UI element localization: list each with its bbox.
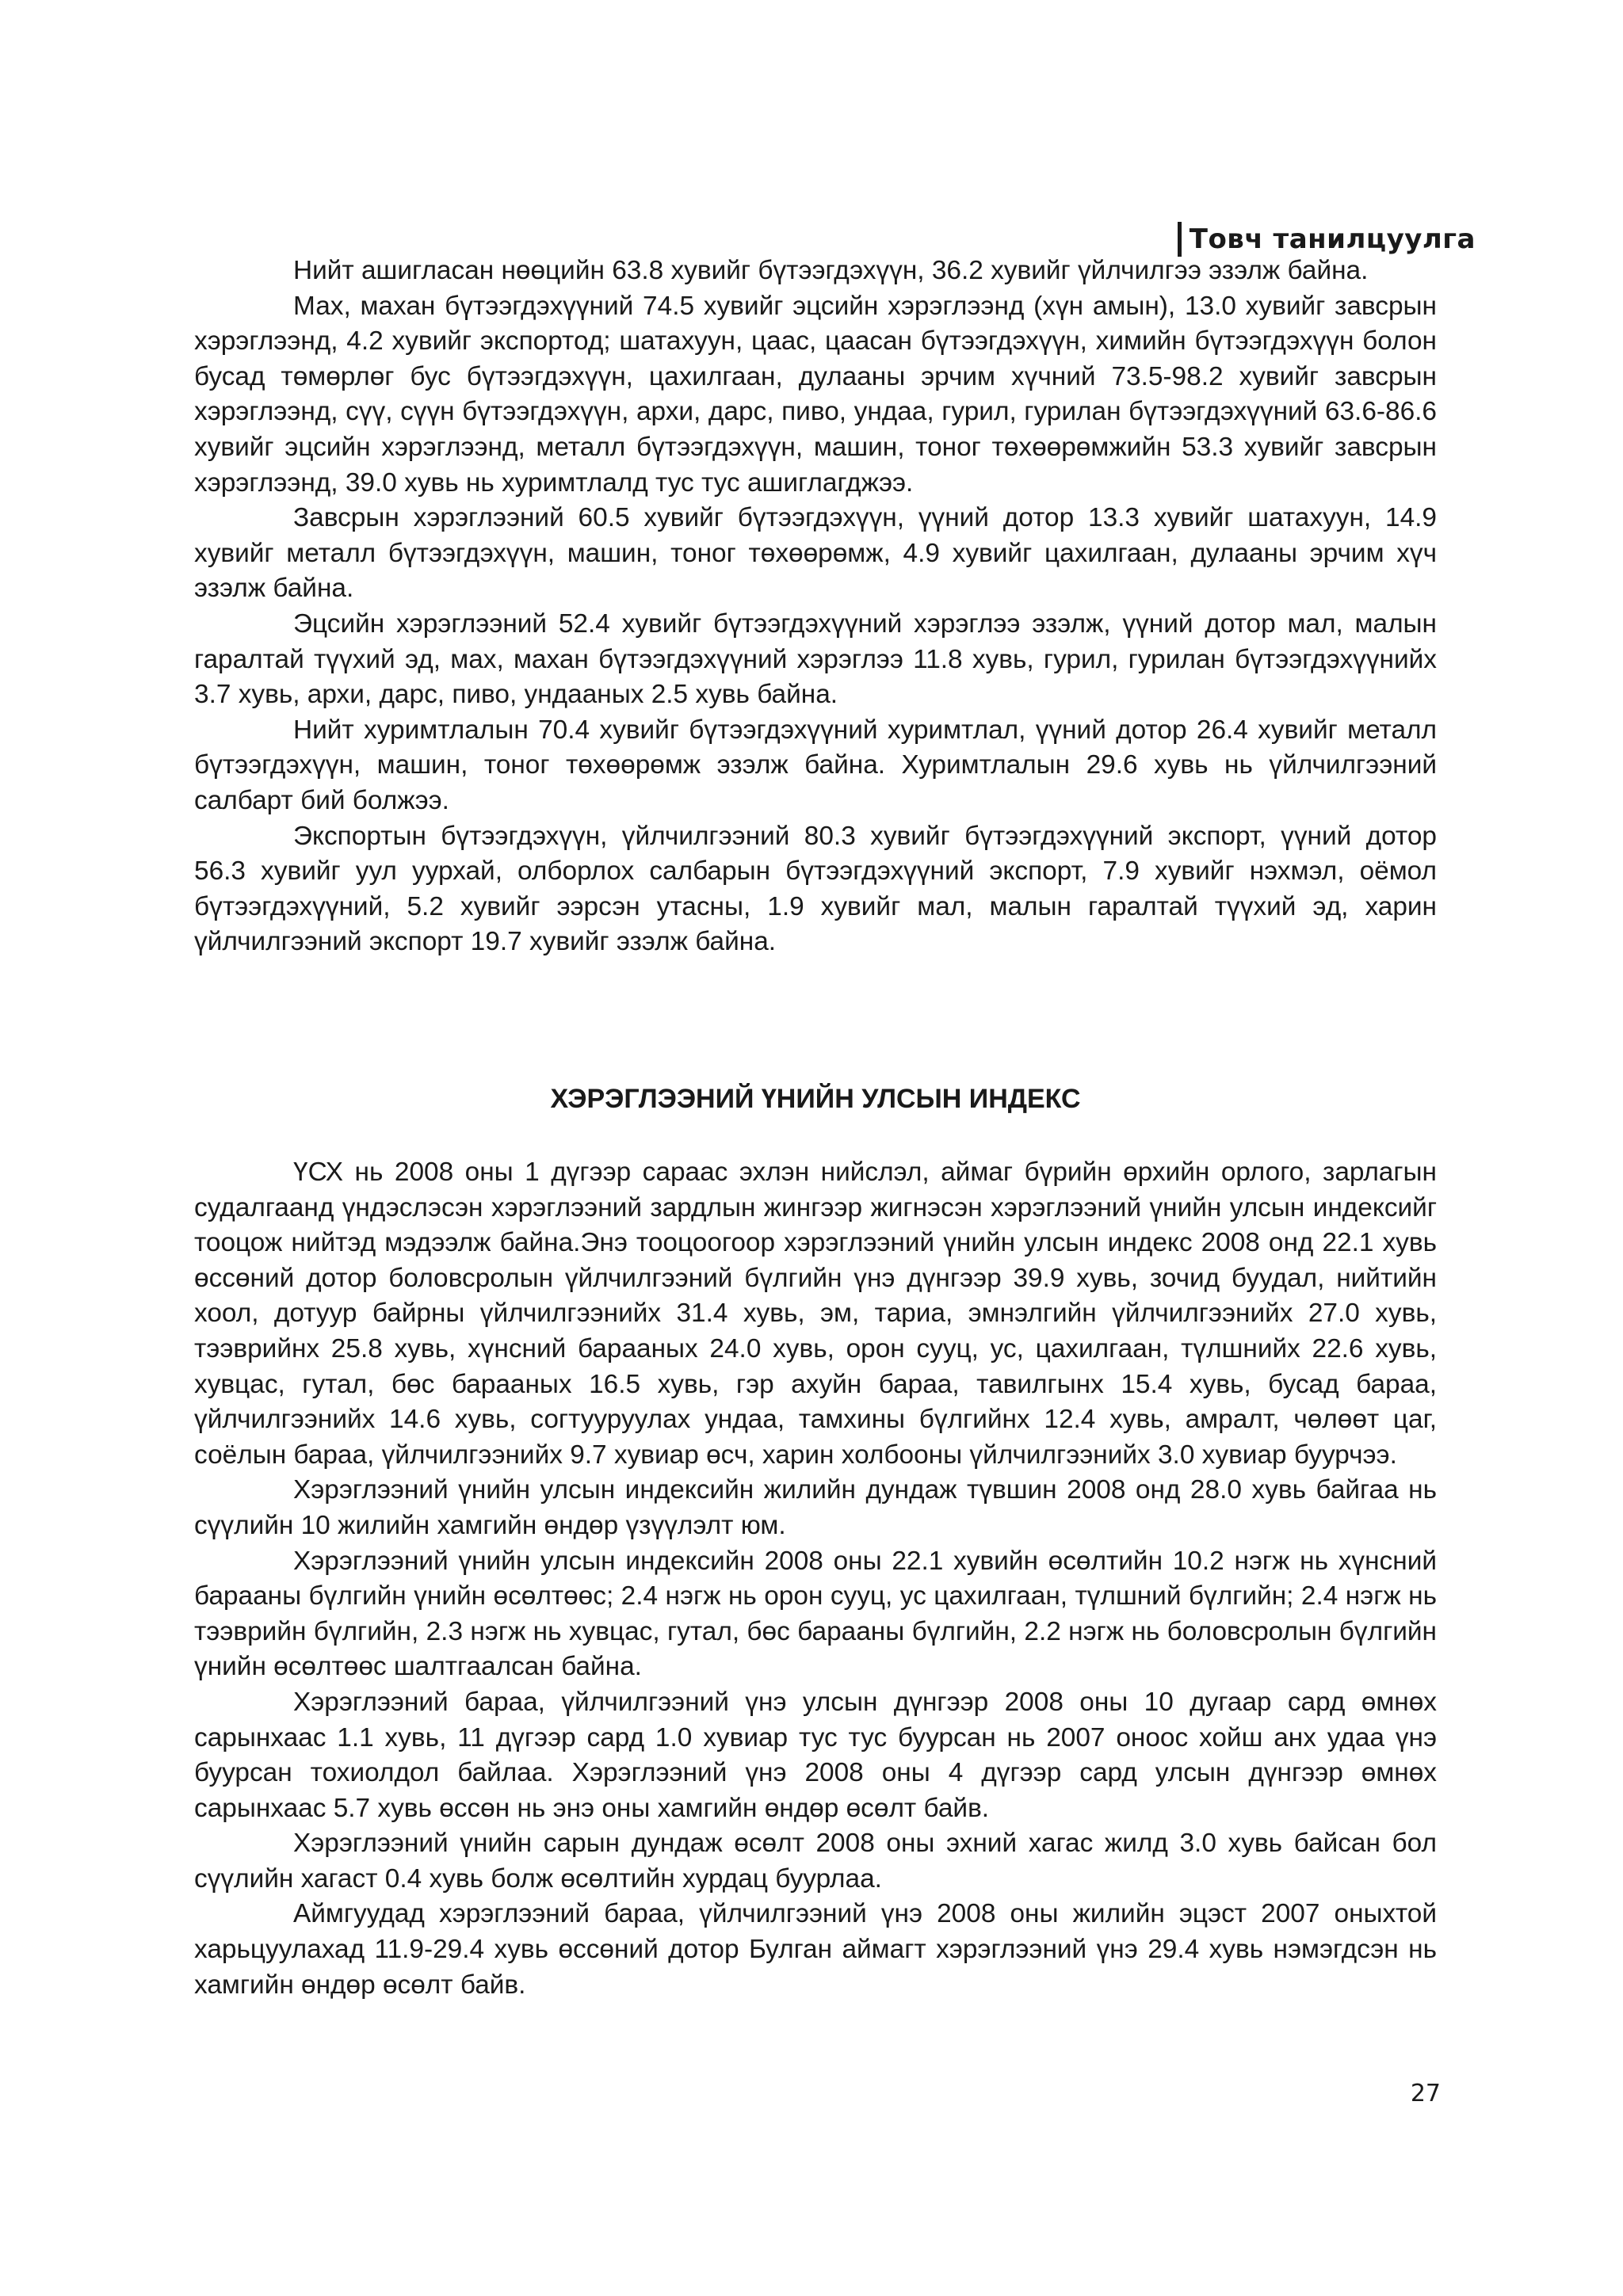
paragraph: Экспортын бүтээгдэхүүн, үйлчилгээний 80.3 хувийг бүтээгдэхүүний экспорт, үүний дотор 56.3 хувийг уул уурхай, олборлох салбарын бүтээгдэхүүний экспорт, 7.9 хувийг нэхмэл, оёмол бүтээгдэхүүний, 5.2 хувийг ээрсэн утасны, 1.9 хувийг мал, малын гаралтай түүхий эд, харин үйлчилгээний экспорт 19.7 хувийг эзэлж байна.	[194, 821, 1437, 957]
header-rule	[1178, 222, 1182, 257]
paragraph: Аймгуудад хэрэглээний бараа, үйлчилгээний үнэ 2008 оны жилийн эцэст 2007 оныхтой харьцуулахад 11.9-29.4 хувь өссөний дотор Булган аймагт хэрэглээний үнэ 29.4 хувь нэмэгдсэн нь хамгийн өндөр өсөлт байв.	[194, 1899, 1437, 2000]
page-number: 27	[1410, 2080, 1441, 2107]
running-title: Товч танилцуулга	[1189, 223, 1476, 255]
paragraph: Нийт ашигласан нөөцийн 63.8 хувийг бүтээгдэхүүн, 36.2 хувийг үйлчилгээ эзэлж байна.	[293, 256, 1369, 285]
paragraph: Завсрын хэрэглээний 60.5 хувийг бүтээгдэхүүн, үүний дотор 13.3 хувийг шатахуун, 14.9 хувийг металл бүтээгдэхүүн, машин, тоног төхөөрөмж, 4.9 хувийг цахилгаан, дулааны эрчим хүч эзэлж байна.	[194, 503, 1437, 604]
paragraph: Хэрэглээний үнийн улсын индексийн 2008 оны 22.1 хувийн өсөлтийн 10.2 нэгж нь хүнсний барааны бүлгийн үнийн өсөлтөөс; 2.4 нэгж нь орон сууц, ус цахилгаан, түлшний бүлгийн; 2.4 нэгж нь тээврийн бүлгийн, 2.3 нэгж нь хувцас, гутал, бөс барааны бүлгийн, 2.2 нэгж нь боловсролын бүлгийн үнийн өсөлтөөс шалтгаалсан байна.	[194, 1546, 1437, 1682]
section-2-body	[194, 1155, 1437, 2003]
paragraph: Мах, махан бүтээгдэхүүний 74.5 хувийг эцсийн хэрэглээнд (хүн амын), 13.0 хувийг завсрын хэрэглээнд, 4.2 хувийг экспортод; шатахуун, цаас, цаасан бүтээгдэхүүн, химийн бүтээгдэхүүн болон бусад төмөрлөг бус бүтээгдэхүүн, цахилгаан, дулааны эрчим хүчний 73.5-98.2 хувийг завсрын хэрэглээнд, сүү, сүүн бүтээгдэхүүн, архи, дарс, пиво, ундаа, гурил, гурилан бүтээгдэхүүний 63.6-86.6 хувийг эцсийн хэрэглээнд, металл бүтээгдэхүүн, машин, тоног төхөөрөмжийн 53.3 хувийг завсрын хэрэглээнд, 39.0 хувь нь хуримтлалд тус тус ашиглагджээ.	[194, 291, 1437, 498]
paragraph: Эцсийн хэрэглээний 52.4 хувийг бүтээгдэхүүний хэрэглээ эзэлж, үүний дотор мал, малын гаралтай түүхий эд, мах, махан бүтээгдэхүүний хэрэглээ 11.8 хувь, гурил, гурилан бүтээгдэхүүнийх 3.7 хувь, архи, дарс, пиво, ундааных 2.5 хувь байна.	[194, 608, 1437, 710]
paragraph: Хэрэглээний бараа, үйлчилгээний үнэ улсын дүнгээр 2008 оны 10 дугаар сард өмнөх сарынхаас 1.1 хувь, 11 дүгээр сард 1.0 хувиар тус тус буурсан нь 2007 оноос хойш анх удаа үнэ буурсан тохиолдол байлаа. Хэрэглээний үнэ 2008 оны 4 дүгээр сард улсын дүнгээр өмнөх сарынхаас 5.7 хувь өссөн нь энэ оны хамгийн өндөр өсөлт байв.	[194, 1687, 1437, 1823]
paragraph: Хэрэглээний үнийн улсын индексийн жилийн дундаж түвшин 2008 онд 28.0 хувь байгаа нь сүүлийн 10 жилийн хамгийн өндөр үзүүлэлт юм.	[194, 1475, 1437, 1540]
paragraph: Хэрэглээний үнийн сарын дундаж өсөлт 2008 оны эхний хагас жилд 3.0 хувь байсан бол сүүлийн хагаст 0.4 хувь болж өсөлтийн хурдац буурлаа.	[194, 1829, 1437, 1894]
running-header	[1178, 222, 1476, 257]
paragraph: Нийт хуримтлалын 70.4 хувийг бүтээгдэхүүний хуримтлал, үүний дотор 26.4 хувийг металл бүтээгдэхүүн, машин, тоног төхөөрөмж эзэлж байна. Хуримтлалын 29.6 хувь нь үйлчилгээний салбарт бий болжээ.	[194, 715, 1437, 815]
section-1-body	[194, 254, 1437, 960]
paragraph: ҮСХ нь 2008 оны 1 дүгээр сараас эхлэн нийслэл, аймаг бүрийн өрхийн орлого, зарлагын судалгаанд үндэслэсэн хэрэглээний зардлын жингээр жигнэсэн хэрэглээний үнийн улсын индексийг тооцож нийтэд мэдээлж байна.Энэ тооцоогоор хэрэглээний үнийн улсын индекс 2008 онд 22.1 хувь өссөний дотор боловсролын үйлчилгээний бүлгийн үнэ дүнгээр 39.9 хувь, зочид буудал, нийтийн хоол, дотуур байрны үйлчилгээнийх 31.4 хувь, эм, тариа, эмнэлгийн үйлчилгээнийх 27.0 хувь, тээврийнх 25.8 хувь, хүнсний барааных 24.0 хувь, орон сууц, ус, цахилгаан, түлшнийх 22.6 хувь, хувцас, гутал, бөс барааных 16.5 хувь, гэр ахуйн бараа, тавилгынх 15.4 хувь, бусад бараа, үйлчилгээнийх 14.6 хувь, согтууруулах ундаа, тамхины бүлгийнх 12.4 хувь, амралт, чөлөөт цаг, соёлын бараа, үйлчилгээнийх 9.7 хувиар өсч, харин холбооны үйлчилгээнийх 3.0 хувиар буурчээ.	[194, 1158, 1437, 1470]
section-heading: ХЭРЭГЛЭЭНИЙ ҮНИЙН УЛСЫН ИНДЕКС	[550, 1084, 1081, 1114]
